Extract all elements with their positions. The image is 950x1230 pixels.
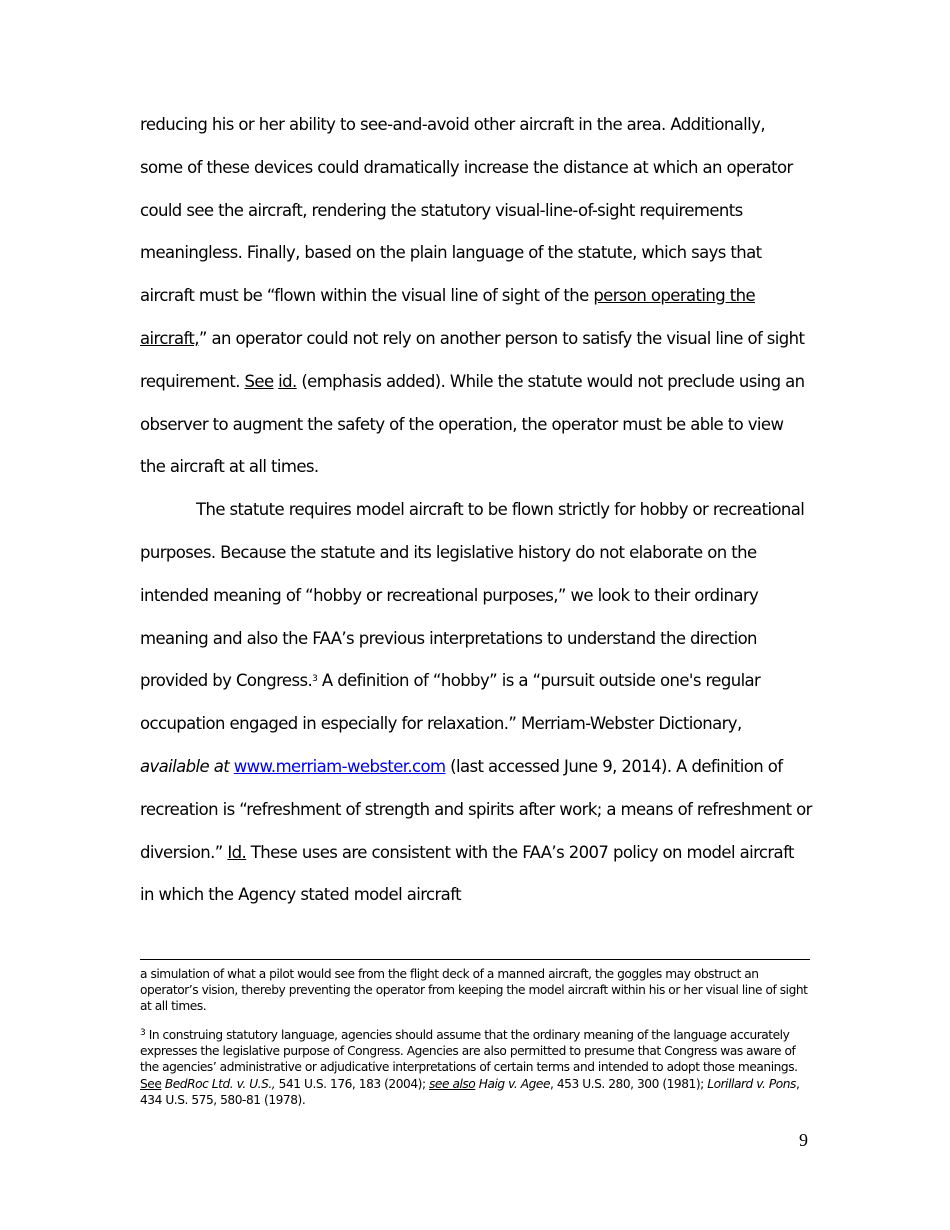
page-number: 9 (799, 1130, 808, 1150)
citation-signal-see: See (140, 1076, 162, 1091)
case-name-lorillard: Lorillard v. Pons (707, 1076, 796, 1091)
footnote-3 (140, 1027, 812, 1107)
footnote-number: 3 (140, 1028, 146, 1039)
citation-id: id. (278, 371, 297, 391)
footnote-3-text-2: 541 U.S. 176, 183 (2004); (275, 1076, 430, 1091)
citation-signal-see: See (244, 371, 274, 391)
footnote-3-text: In construing statutory language, agencies should assume that the ordinary meaning of the language accurately expresses the legislative purpose of Congress. Agencies are also permitted to presume that Congress was aware of the agencies’ administrative or adjudicative interpretations of certain terms and intended to adopt those meanings. (140, 1028, 798, 1075)
case-name-bedroc: BedRoc Ltd. v. U.S., (164, 1076, 276, 1091)
body-text (140, 104, 812, 917)
paragraph-1-text: reducing his or her ability to see-and-avoid other aircraft in the area. Additionally, some of these devices could dramatically increase the distance at which an operator could see the aircraft, rendering the statutory visual-line-of-sight requirements meaningless. Finally, based on the plain language of the statute, which says that aircraft must be “flown within the visual line of sight of the (140, 115, 793, 306)
merriam-webster-link[interactable]: www.merriam-webster.com (233, 756, 446, 776)
footnote-continuation: a simulation of what a pilot would see from the flight deck of a manned aircraft, the goggles may obstruct an operator’s vision, thereby preventing the operator from keeping the model aircraft within his or her visual line of sight at all times. (140, 967, 808, 1014)
paragraph-1-text-2: ” an operator could not rely on another person to satisfy the visual line of sight requirement. (140, 328, 805, 391)
citation-id: Id. (227, 842, 247, 862)
footnotes (140, 966, 812, 1108)
paragraph-2-text-3: (last accessed June 9, 2014). A definition of recreation is “refreshment of strength and spirits after work; a means of refreshment or diversion.” (140, 756, 812, 862)
footnote-3-text-3: , 453 U.S. 280, 300 (1981); (550, 1076, 708, 1091)
footnote-separator (140, 959, 810, 960)
paragraph-1-text-3: (emphasis added). While the statute would not preclude using an observer to augment the safety of the operation, the operator must be able to view the aircraft at all times. (140, 371, 805, 477)
paragraph-2-text-2: A definition of “hobby” is a “pursuit outside one's regular occupation engaged in especially for relaxation.” Merriam-Webster Dictionary, (140, 671, 761, 734)
paragraph-1 (140, 104, 812, 489)
emphasized-phrase: person operating the aircraft, (140, 286, 756, 348)
paragraph-2-text: The statute requires model aircraft to be flown strictly for hobby or recreational purposes. Because the statute and its legislative history do not elaborate on the intended meaning of “hobby or recreational purposes,” we look to their ordinary meaning and also the FAA’s previous interpretations to understand the direction provided by Congress. (140, 500, 805, 691)
paragraph-2-text-4: These uses are consistent with the FAA’s 2007 policy on model aircraft in which the Agency stated model aircraft (140, 842, 794, 905)
available-at-phrase: available at (140, 756, 230, 776)
footnote-3-text-4: , 434 U.S. 575, 580-81 (1978). (140, 1076, 800, 1107)
paragraph-2 (140, 489, 812, 917)
citation-signal-see-also: see also (429, 1076, 476, 1091)
footnote-reference-3[interactable]: 3 (312, 674, 318, 685)
case-name-haig: Haig v. Agee (478, 1076, 551, 1091)
